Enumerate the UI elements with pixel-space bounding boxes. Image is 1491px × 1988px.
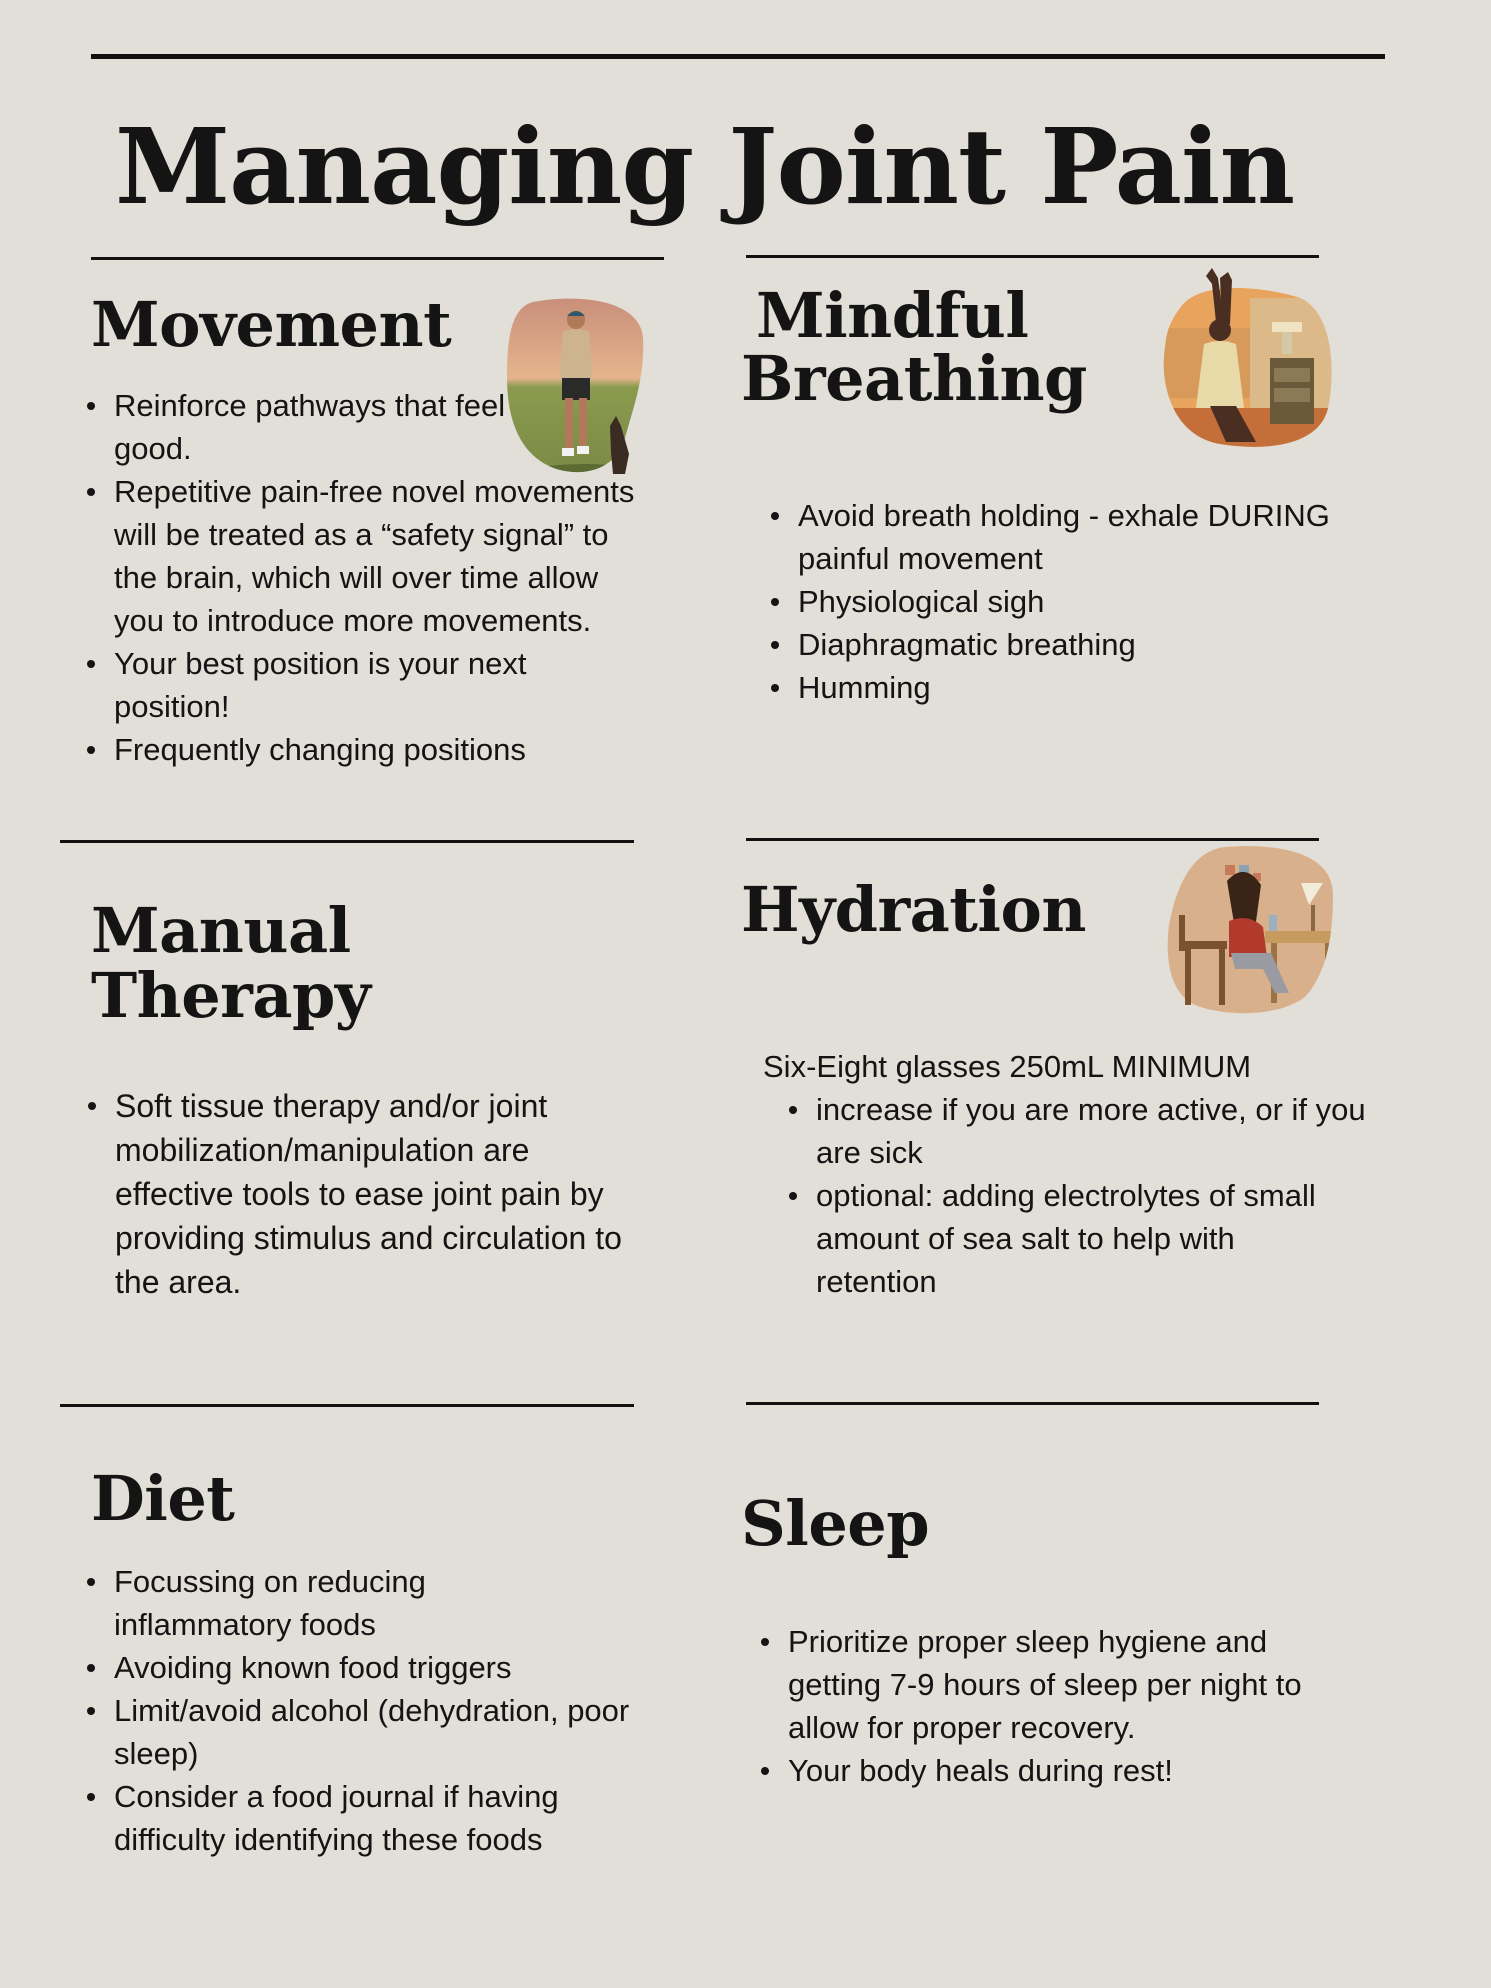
breathing-heading-line2: Breathing: [741, 342, 1087, 415]
list-item: Limit/avoid alcohol (dehydration, poor sleep): [86, 1689, 646, 1775]
hydration-list: [788, 1088, 1368, 1303]
list-item: Your best position is your next position!: [86, 642, 646, 728]
woman-at-desk-illustration: [1165, 845, 1335, 1015]
list-item: Reinforce pathways that feel good.: [86, 384, 646, 470]
list-item: Soft tissue therapy and/or joint mobilization/manipulation are effective tools to ease joint pain by providing stimulus and circulation to the area.: [87, 1084, 647, 1304]
list-item: Consider a food journal if having difficulty identifying these foods: [86, 1775, 646, 1861]
manual-therapy-heading-line2: Therapy: [91, 959, 371, 1032]
list-item: Diaphragmatic breathing: [770, 623, 1330, 666]
list-item: Focussing on reducing inflammatory foods: [86, 1560, 646, 1646]
hydration-rule: [746, 838, 1319, 841]
list-item: Your body heals during rest!: [760, 1749, 1340, 1792]
diet-heading: Diet: [91, 1462, 235, 1535]
list-item: Prioritize proper sleep hygiene and getting 7-9 hours of sleep per night to allow for proper recovery.: [760, 1620, 1340, 1749]
breathing-rule: [746, 255, 1319, 258]
person-walking-dog-illustration: [505, 298, 645, 476]
woman-stretching-illustration: [1160, 268, 1334, 450]
sleep-heading: Sleep: [741, 1487, 930, 1560]
list-item: Physiological sigh: [770, 580, 1330, 623]
diet-list: [86, 1560, 646, 1861]
sleep-list: [760, 1620, 1340, 1792]
breathing-list: [770, 494, 1330, 709]
hydration-heading: Hydration: [741, 873, 1086, 946]
hydration-intro: Six-Eight glasses 250mL MINIMUM: [763, 1049, 1252, 1084]
list-item: Avoid breath holding - exhale DURING painful movement: [770, 494, 1330, 580]
movement-rule: [91, 257, 664, 260]
list-item: Repetitive pain-free novel movements will be treated as a “safety signal” to the brain, which will over time allow you to introduce more movements.: [86, 470, 646, 642]
page-title: Managing Joint Pain: [115, 105, 1295, 228]
diet-rule: [60, 1404, 634, 1407]
manual-therapy-heading-line1: Manual: [91, 894, 351, 967]
manual-therapy-rule: [60, 840, 634, 843]
list-item: Humming: [770, 666, 1330, 709]
list-item: Avoiding known food triggers: [86, 1646, 646, 1689]
sleep-rule: [746, 1402, 1319, 1405]
list-item: Frequently changing positions: [86, 728, 646, 771]
manual-therapy-list: [87, 1084, 647, 1304]
top-rule: [91, 54, 1385, 59]
list-item: optional: adding electrolytes of small amount of sea salt to help with retention: [788, 1174, 1368, 1303]
breathing-heading-line1: Mindful: [756, 279, 1029, 352]
list-item: increase if you are more active, or if you are sick: [788, 1088, 1368, 1174]
movement-heading: Movement: [91, 288, 452, 361]
